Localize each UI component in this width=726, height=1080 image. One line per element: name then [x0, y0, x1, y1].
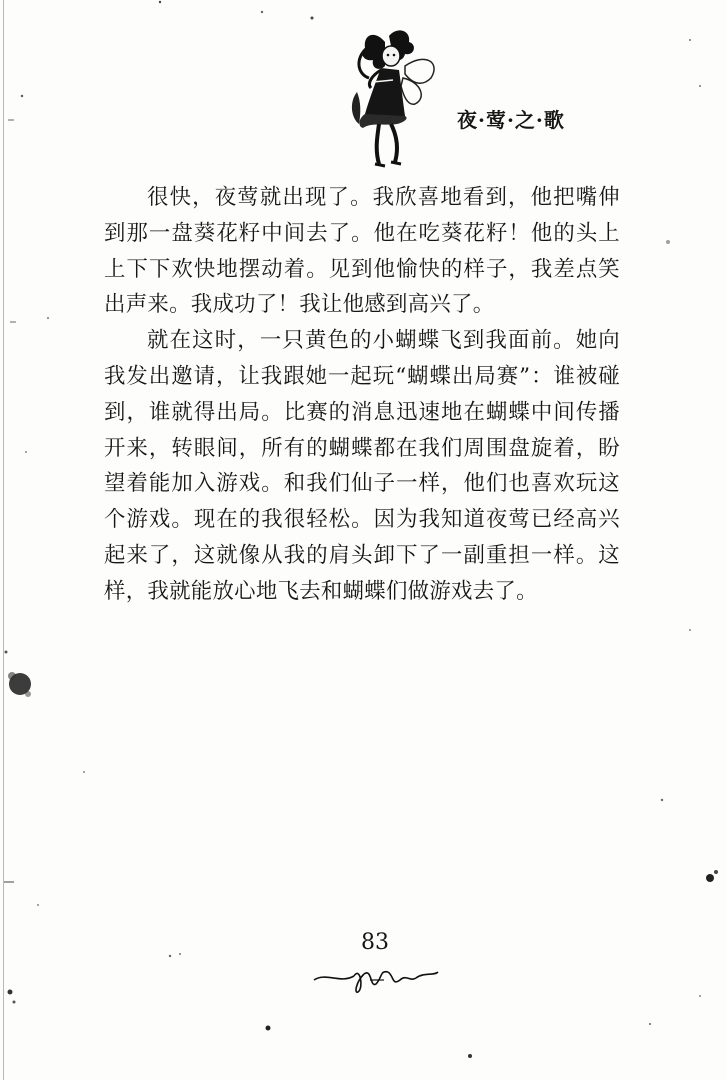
page-header [345, 22, 665, 172]
paragraph-1: 很快，夜莺就出现了。我欣喜地看到，他把嘴伸到那一盘葵花籽中间去了。他在吃葵花籽！他的头上上下下欢快地摆动着。见到他愉快的样子，我差点笑出声来。我成功了！我让他感到高兴了。 [104, 185, 620, 318]
page-footer [300, 930, 450, 1010]
running-header-title: 夜·莺·之·歌 [457, 108, 565, 132]
body-text [104, 180, 620, 610]
page-edge-line [3, 0, 4, 1080]
flourish-ornament-icon [310, 958, 442, 998]
paragraph-2: 就在这时，一只黄色的小蝴蝶飞到我面前。她向我发出邀请，让我跟她一起玩“蝴蝶出局赛”：谁被碰到，谁就得出局。比赛的消息迅速地在蝴蝶中间传播开来，转眼间，所有的蝴蝶都在我们周围盘旋着，盼望着能加入游戏。和我们仙子一样，他们也喜欢玩这个游戏。现在的我很轻松。因为我知道夜莺已经高兴起来了，这就像从我的肩头卸下了一副重担一样。这样，我就能放心地飞去和蝴蝶们做游戏去了。 [104, 328, 620, 604]
page-number: 83 [361, 930, 389, 955]
fairy-illustration-icon [345, 22, 445, 170]
